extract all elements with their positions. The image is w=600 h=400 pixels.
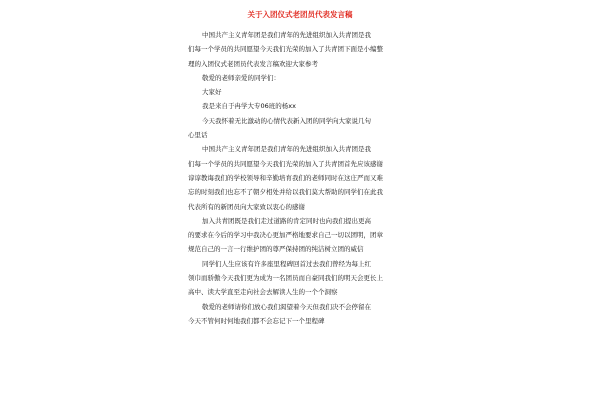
paragraph-line: 心里话 <box>188 131 208 140</box>
paragraph-line: 谆谆教诲我们的学校领导和辛勤培育我们的老师同时在这庄严而又难 <box>188 173 383 182</box>
document-title: 关于入团仪式老团员代表发言稿 <box>247 10 353 19</box>
paragraph-line: 忘的时刻我们也忘不了朝夕相处并给以我们莫大帮助的同学们在此我 <box>188 188 383 197</box>
paragraph-line: 加入共青团既是我们走过道路的肯定同时也向我们提出更高 <box>202 216 371 225</box>
paragraph-line: 们每一个学员的共同愿望今天我们光荣的加入了共青团下面是小编整 <box>188 45 383 54</box>
document-body <box>188 28 420 328</box>
paragraph-line: 同学们人生应该有许多座里程碑回首过去我们曾经为每上红 <box>202 259 371 268</box>
paragraph-line: 我是来自于冉学大专06班的杨xx <box>202 102 296 111</box>
paragraph-line: 高中、读大学直至走向社会去解读人生的一个个洞察 <box>188 288 338 297</box>
paragraph-line: 敬爱的老师亲爱的同学们： <box>202 73 280 82</box>
paragraph-line: 理的入团仪式老团员代表发言稿欢迎大家参考 <box>188 59 318 68</box>
paragraph-line: 代表所有的新团员向大家致以衷心的感谢 <box>188 202 305 211</box>
paragraph-line: 领巾而骄傲今天我们更为成为一名团员而自豪同我们的明天会更长上 <box>188 274 383 283</box>
paragraph-line: 中国共产主义青年团是我们青年的先进组织加入共青团是我 <box>202 145 371 154</box>
paragraph-line: 们每一个学员的共同愿望今天我们光荣的加入了共青团首先应该感谢 <box>188 159 383 168</box>
paragraph-line: 规范自己的一言一行维护团的尊严保持团的纯洁树立团的威信 <box>188 245 364 254</box>
paragraph-line: 大家好 <box>202 88 222 97</box>
paragraph-line: 敬爱的老师请你们放心我们渴望着今天但我们决不会停留在 <box>202 302 371 311</box>
paragraph-line: 今天我怀着无比激动的心情代表新入团的同学向大家说几句 <box>202 116 371 125</box>
paragraph-line: 中国共产主义青年团是我们青年的先进组织加入共青团是我 <box>202 31 371 39</box>
paragraph-line: 今天不管何时何地我们都不会忘记下一个里程碑 <box>188 316 325 325</box>
paragraph-line: 的要求在今后的学习中我决心更加严格地要求自己一切以团明，团章 <box>188 231 383 240</box>
